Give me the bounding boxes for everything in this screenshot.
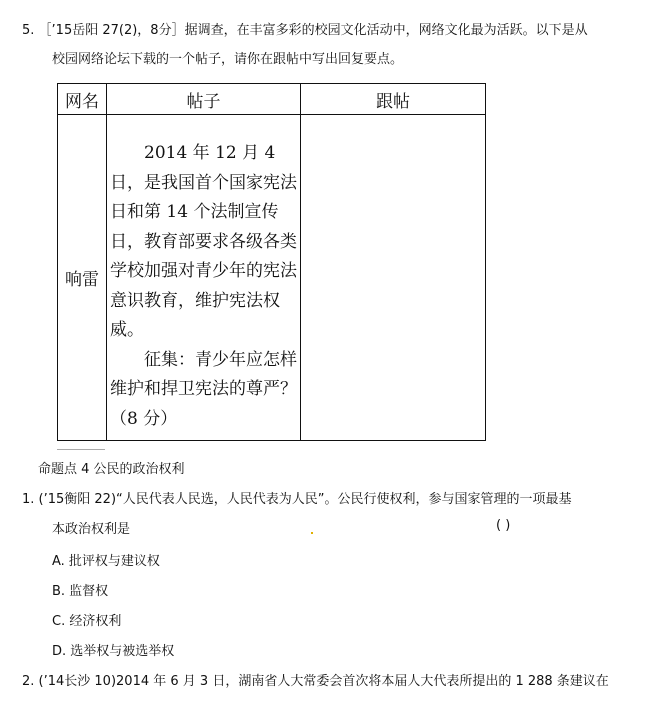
reply-cell[interactable] [301,115,486,441]
nickname-cell: 响雷 [58,115,107,441]
post-paragraph-1: 2014 年 12 月 4 日，是我国首个国家宪法日和第 14 个法制宣传日，教育部要求各级各类学校加强对青少年的宪法意识教育，维护宪法权威。 [110,143,297,340]
option-c: C. 经济权利 [52,614,122,629]
question-5-line-2: 校园网络论坛下载的一个帖子，请你在跟帖中写出回复要点。 [52,52,404,67]
answer-parentheses: ( ) [496,518,511,533]
post-cell [107,115,301,441]
question-5-line-1: 5. ［’15岳阳 27(2)，8分］据调查，在丰富多彩的校园文化活动中，网络文化最为活跃。以下是从 [22,23,588,38]
question-2-line-1: 2. (’14长沙 10)2014 年 6 月 3 日，湖南省人大常委会首次将本届人大代表所提出的 1 288 条建议在 [22,674,609,689]
header-nickname: 网名 [58,84,107,115]
option-a: A. 批评权与建议权 [52,554,160,569]
header-post: 帖子 [107,84,301,115]
option-b: B. 监督权 [52,584,109,599]
stray-mark [311,532,313,534]
header-reply: 跟帖 [301,84,486,115]
forum-post-table [57,83,486,441]
section-heading: 命题点 4 公民的政治权利 [38,462,185,477]
question-1-line-2: 本政治权利是 [52,522,131,537]
option-d: D. 选举权与被选举权 [52,644,175,659]
post-paragraph-2: 征集：青少年应怎样维护和捍卫宪法的尊严？（8 分） [110,349,297,429]
question-1-line-1: 1. (’15衡阳 22)“人民代表人民选，人民代表为人民”。公民行使权利，参与国家管理的一项最基 [22,492,572,507]
section-divider [57,449,105,450]
